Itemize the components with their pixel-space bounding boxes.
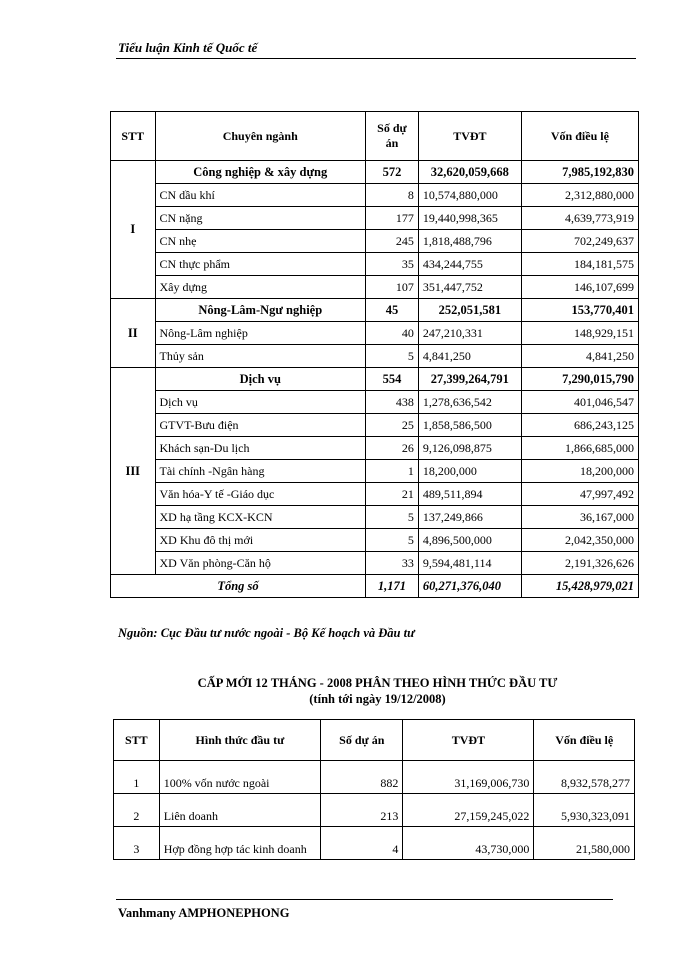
sector-name: Dịch vụ (155, 391, 366, 414)
sector-capital: 2,042,350,000 (521, 529, 638, 552)
table1-row (111, 460, 639, 483)
sector-projects: 8 (366, 184, 419, 207)
table2-header-row (114, 720, 635, 761)
sector-tvdt: 137,249,866 (418, 506, 521, 529)
sector-tvdt: 1,278,636,542 (418, 391, 521, 414)
form-capital: 5,930,323,091 (534, 794, 635, 827)
group-projects: 554 (366, 368, 419, 391)
group-tvdt: 32,620,059,668 (418, 161, 521, 184)
table2-column-header: Hình thức đầu tư (159, 720, 320, 761)
fdi-by-form-table (113, 719, 635, 860)
row-number: 2 (114, 794, 160, 827)
total-projects: 1,171 (366, 575, 419, 598)
footer-divider (116, 899, 613, 900)
table1-row (111, 483, 639, 506)
sector-tvdt: 434,244,755 (418, 253, 521, 276)
sector-name: GTVT-Bưu điện (155, 414, 366, 437)
group-roman-numeral: II (111, 299, 156, 368)
sector-capital: 686,243,125 (521, 414, 638, 437)
sector-projects: 25 (366, 414, 419, 437)
sector-capital: 2,191,326,626 (521, 552, 638, 575)
investment-form: 100% vốn nước ngoài (159, 761, 320, 794)
sector-name: XD hạ tầng KCX-KCN (155, 506, 366, 529)
sector-projects: 438 (366, 391, 419, 414)
total-label: Tổng số (111, 575, 366, 598)
sector-projects: 35 (366, 253, 419, 276)
table1-row (111, 184, 639, 207)
table1-row (111, 506, 639, 529)
table1-row (111, 322, 639, 345)
row-number: 3 (114, 827, 160, 860)
sector-capital: 4,841,250 (521, 345, 638, 368)
group-capital: 7,290,015,790 (521, 368, 638, 391)
sector-projects: 107 (366, 276, 419, 299)
group-capital: 153,770,401 (521, 299, 638, 322)
sector-projects: 21 (366, 483, 419, 506)
section2-title: CẤP MỚI 12 THÁNG - 2008 PHÂN THEO HÌNH THỨC ĐẦU TƯ (197, 676, 558, 690)
sector-capital: 401,046,547 (521, 391, 638, 414)
sector-tvdt: 9,594,481,114 (418, 552, 521, 575)
sector-capital: 146,107,699 (521, 276, 638, 299)
header-divider (116, 58, 636, 59)
table1-column-header: Chuyên ngành (155, 112, 366, 161)
sector-projects: 245 (366, 230, 419, 253)
table1-group-row (111, 368, 639, 391)
table1-column-header: Vốn điều lệ (521, 112, 638, 161)
sector-projects: 1 (366, 460, 419, 483)
table1-header-row (111, 112, 639, 161)
sector-tvdt: 351,447,752 (418, 276, 521, 299)
group-name: Dịch vụ (155, 368, 366, 391)
table1-group-row (111, 299, 639, 322)
sector-tvdt: 10,574,880,000 (418, 184, 521, 207)
sector-name: Tài chính -Ngân hàng (155, 460, 366, 483)
sector-tvdt: 1,818,488,796 (418, 230, 521, 253)
sector-capital: 184,181,575 (521, 253, 638, 276)
table2-column-header: Số dự án (321, 720, 403, 761)
sector-capital: 1,866,685,000 (521, 437, 638, 460)
table2-row (114, 794, 635, 827)
table2-column-header: TVĐT (403, 720, 534, 761)
sector-name: CN dầu khí (155, 184, 366, 207)
table2-row (114, 761, 635, 794)
sector-capital: 36,167,000 (521, 506, 638, 529)
table1-row (111, 437, 639, 460)
sector-tvdt: 4,841,250 (418, 345, 521, 368)
footer-author: Vanhmany AMPHONEPHONG (118, 906, 290, 920)
table1-row (111, 529, 639, 552)
table1-group-row (111, 161, 639, 184)
investment-form: Liên doanh (159, 794, 320, 827)
group-roman-numeral: III (111, 368, 156, 575)
group-name: Công nghiệp & xây dựng (155, 161, 366, 184)
sector-projects: 40 (366, 322, 419, 345)
sector-capital: 18,200,000 (521, 460, 638, 483)
table2-row (114, 827, 635, 860)
sector-capital: 4,639,773,919 (521, 207, 638, 230)
sector-name: Văn hóa-Y tế -Giáo dục (155, 483, 366, 506)
table2-column-header: Vốn điều lệ (534, 720, 635, 761)
group-roman-numeral: I (111, 161, 156, 299)
sector-name: XD Khu đô thị mới (155, 529, 366, 552)
table1-row (111, 552, 639, 575)
group-name: Nông-Lâm-Ngư nghiệp (155, 299, 366, 322)
section2-subtitle: (tính tới ngày 19/12/2008) (309, 692, 446, 706)
table1-row (111, 207, 639, 230)
sector-tvdt: 1,858,586,500 (418, 414, 521, 437)
form-capital: 21,580,000 (534, 827, 635, 860)
sector-projects: 5 (366, 345, 419, 368)
sector-name: Nông-Lâm nghiệp (155, 322, 366, 345)
table1-row (111, 230, 639, 253)
table1-column-header: TVĐT (418, 112, 521, 161)
sector-projects: 177 (366, 207, 419, 230)
sector-tvdt: 489,511,894 (418, 483, 521, 506)
sector-name: Xây dựng (155, 276, 366, 299)
table1-row (111, 345, 639, 368)
sector-projects: 5 (366, 506, 419, 529)
sector-tvdt: 19,440,998,365 (418, 207, 521, 230)
sector-name: Thủy sản (155, 345, 366, 368)
sector-tvdt: 9,126,098,875 (418, 437, 521, 460)
sector-projects: 26 (366, 437, 419, 460)
table1-column-header: STT (111, 112, 156, 161)
sector-name: CN nặng (155, 207, 366, 230)
table1-row (111, 391, 639, 414)
sector-projects: 33 (366, 552, 419, 575)
group-projects: 572 (366, 161, 419, 184)
group-capital: 7,985,192,830 (521, 161, 638, 184)
total-capital: 15,428,979,021 (521, 575, 638, 598)
total-tvdt: 60,271,376,040 (418, 575, 521, 598)
sector-projects: 5 (366, 529, 419, 552)
form-capital: 8,932,578,277 (534, 761, 635, 794)
sector-capital: 2,312,880,000 (521, 184, 638, 207)
row-number: 1 (114, 761, 160, 794)
form-projects: 213 (321, 794, 403, 827)
table1-column-header: Số dự án (366, 112, 419, 161)
sector-capital: 148,929,151 (521, 322, 638, 345)
table1-row (111, 276, 639, 299)
sector-capital: 47,997,492 (521, 483, 638, 506)
form-tvdt: 27,159,245,022 (403, 794, 534, 827)
sector-tvdt: 18,200,000 (418, 460, 521, 483)
form-tvdt: 31,169,006,730 (403, 761, 534, 794)
fdi-by-sector-table (110, 111, 639, 598)
group-tvdt: 252,051,581 (418, 299, 521, 322)
sector-name: Khách sạn-Du lịch (155, 437, 366, 460)
document-header-title: Tiểu luận Kinh tế Quốc tế (118, 40, 258, 55)
form-projects: 4 (321, 827, 403, 860)
sector-capital: 702,249,637 (521, 230, 638, 253)
table2-column-header: STT (114, 720, 160, 761)
group-tvdt: 27,399,264,791 (418, 368, 521, 391)
source-note: Nguồn: Cục Đầu tư nước ngoài - Bộ Kế hoạch và Đầu tư (118, 626, 415, 640)
table1-row (111, 414, 639, 437)
sector-tvdt: 4,896,500,000 (418, 529, 521, 552)
sector-tvdt: 247,210,331 (418, 322, 521, 345)
group-projects: 45 (366, 299, 419, 322)
form-projects: 882 (321, 761, 403, 794)
sector-name: XD Văn phòng-Căn hộ (155, 552, 366, 575)
investment-form: Hợp đồng hợp tác kinh doanh (159, 827, 320, 860)
form-tvdt: 43,730,000 (403, 827, 534, 860)
table1-total-row (111, 575, 639, 598)
sector-name: CN nhẹ (155, 230, 366, 253)
sector-name: CN thực phẩm (155, 253, 366, 276)
table1-row (111, 253, 639, 276)
